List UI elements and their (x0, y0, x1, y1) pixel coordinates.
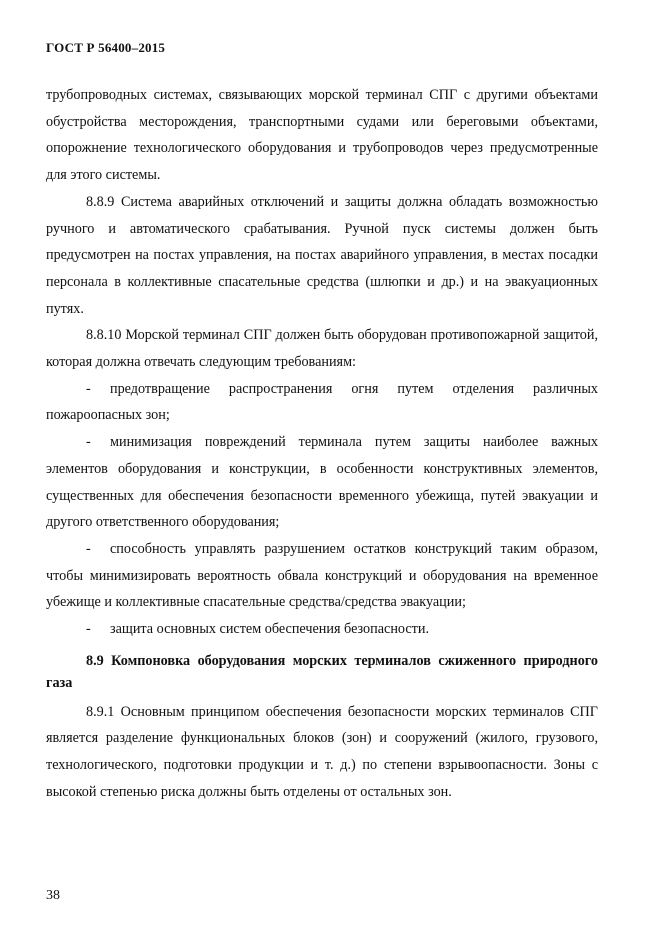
list-item-text: предотвращение распространения огня путем отделения различных пожароопасных зон; (46, 380, 598, 424)
section-heading-8-9: 8.9 Компоновка оборудования морских терминалов сжиженного природного газа (46, 652, 598, 691)
page-number: 38 (46, 888, 60, 903)
paragraph-continuation: трубопроводных системах, связывающих морской терминал СПГ с другими объектами обустройства месторождения, транспортными судами или береговыми объектами, опорожнение технологического оборудования и трубопроводов через предусмотренные для этого системы. (46, 87, 598, 184)
paragraph-8-9-1: 8.9.1 Основным принципом обеспечения безопасности морских терминалов СПГ является разделение функциональных блоков (зон) и сооружений (жилого, грузового, технологического, подготовки продукции и т. д.) по степени взрывоопасности. Зоны с высокой степенью риска должны быть отделены от остальных зон. (46, 703, 598, 800)
list-item (46, 429, 598, 536)
document-header: ГОСТ Р 56400–2015 (46, 40, 166, 55)
list-item (46, 536, 598, 616)
list-dash: - (86, 380, 91, 397)
document-body (46, 82, 598, 806)
list-dash: - (86, 434, 91, 451)
list-item-text: способность управлять разрушением остатков конструкций таким образом, чтобы минимизировать вероятность обвала конструкций и оборудования на временное убежище и коллективные спасательные средства/средства эвакуации; (46, 540, 598, 611)
list-item (46, 616, 598, 643)
list-item (46, 376, 598, 429)
paragraph-8-8-10: 8.8.10 Морской терминал СПГ должен быть оборудован противопожарной защитой, которая должна отвечать следующим требованиям: (46, 327, 598, 371)
list-dash: - (86, 540, 91, 557)
list-item-text: минимизация повреждений терминала путем защиты наиболее важных элементов оборудования и конструкции, в особенности конструктивных элементов, существенных для обеспечения безопасности временного убежища, путей эвакуации и другого ответственного оборудования; (46, 434, 598, 531)
paragraph-8-8-9: 8.8.9 Система аварийных отключений и защиты должна обладать возможностью ручного и автоматического срабатывания. Ручной пуск системы должен быть предусмотрен на постах управления, на постах аварийного управления, в местах посадки персонала в коллективные спасательные средства (шлюпки и др.) и на эвакуационных путях. (46, 193, 598, 317)
list-dash: - (86, 621, 91, 638)
list-item-text: защита основных систем обеспечения безопасности. (110, 621, 430, 638)
